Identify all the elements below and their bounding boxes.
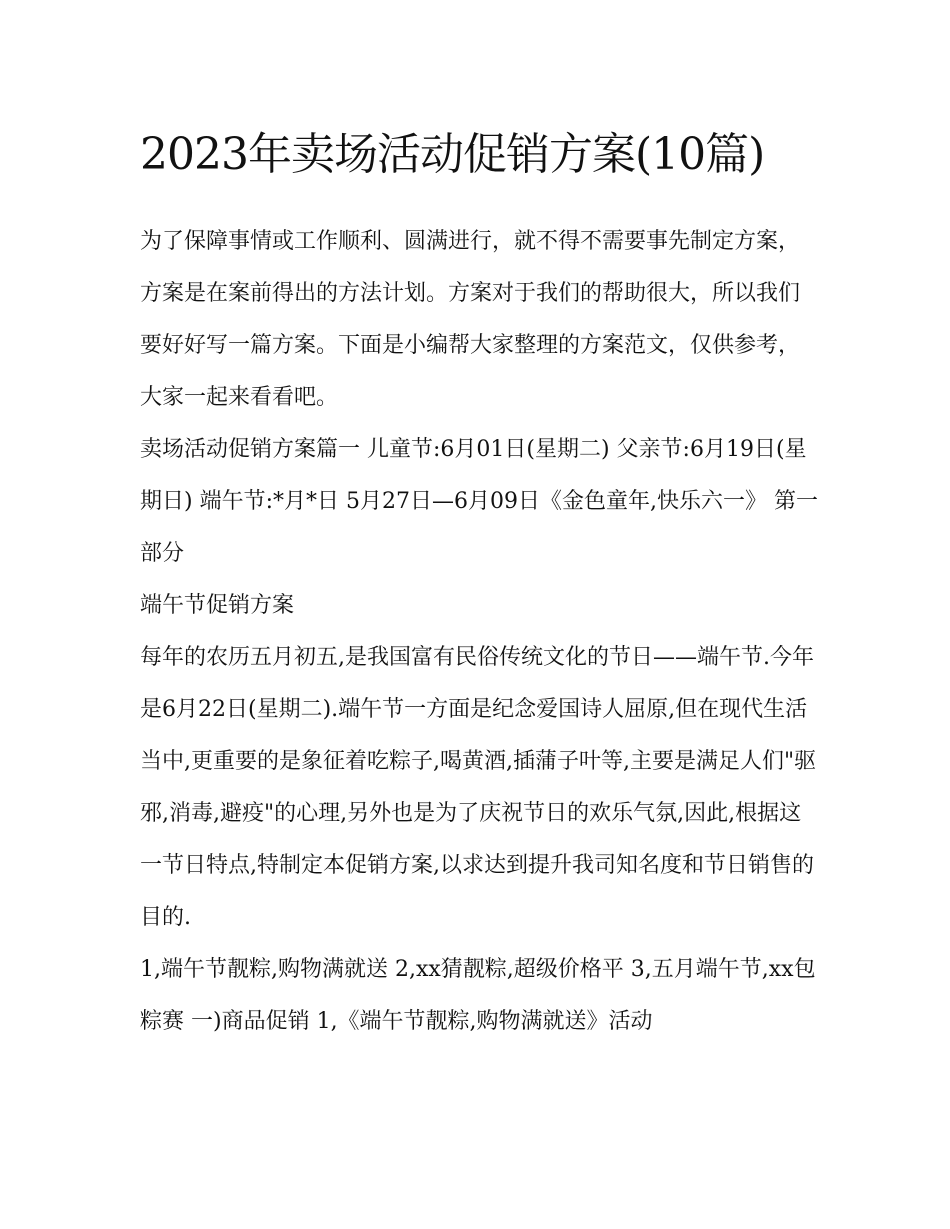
dragon-boat-heading: 端午节促销方案 bbox=[140, 593, 295, 618]
document-title: 2023年卖场活动促销方案(10篇) bbox=[140, 129, 765, 180]
document-page bbox=[140, 118, 820, 1048]
section-one-paragraph: 卖场活动促销方案篇一 儿童节:6月01日(星期二) 父亲节:6月19日(星期日) 端午节:*月*日 5月27日—6月09日《金色童年,快乐六一》 第一部分 bbox=[140, 437, 818, 566]
intro-paragraph: 为了保障事情或工作顺利、圆满进行，就不得不需要事先制定方案，方案是在案前得出的方法计划。方案对于我们的帮助很大，所以我们要好好写一篇方案。下面是小编帮大家整理的方案范文，仅供参考，大家一起来看看吧。 bbox=[140, 229, 801, 410]
dragon-boat-description: 每年的农历五月初五,是我国富有民俗传统文化的节日——端午节.今年是6月22日(星期二).端午节一方面是纪念爱国诗人屈原,但在现代生活当中,更重要的是象征着吃粽子,喝黄酒,插蒲子叶等,主要是满足人们"驱邪,消毒,避疫"的心理,另外也是为了庆祝节日的欢乐气氛,因此,根据这一节日特点,特制定本促销方案,以求达到提升我司知名度和节日销售的目的. bbox=[140, 645, 817, 930]
title-spacer bbox=[140, 192, 820, 216]
promotion-list-paragraph: 1,端午节靓粽,购物满就送 2,xx猜靓粽,超级价格平 3,五月端午节,xx包粽赛 一)商品促销 1,《端午节靓粽,购物满就送》活动 bbox=[140, 957, 816, 1034]
